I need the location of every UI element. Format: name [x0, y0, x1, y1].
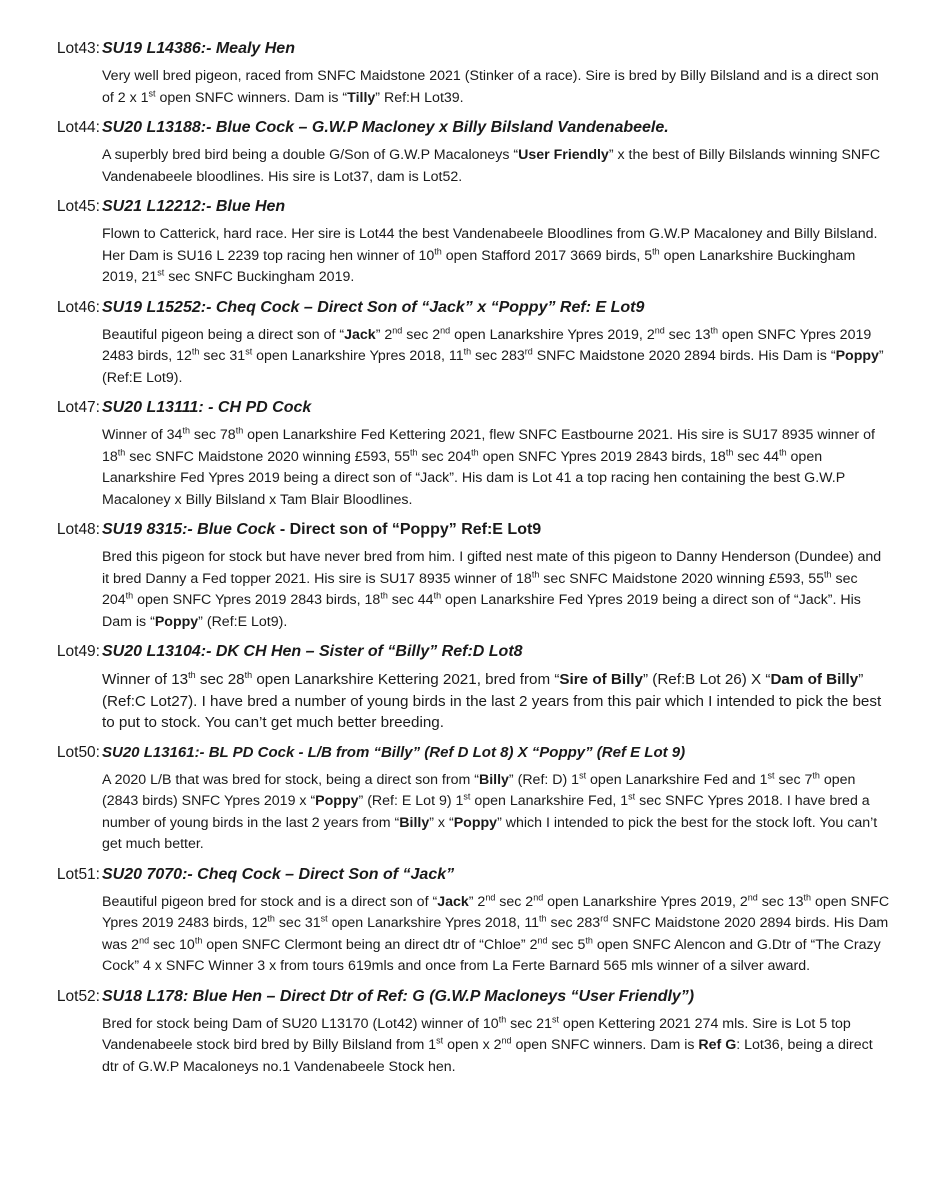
lot-entry-48: [0, 521, 926, 633]
lot-number: Lot46:: [56, 298, 100, 316]
lot-title: [100, 521, 541, 539]
lot-number: Lot44:: [56, 119, 100, 136]
lot-title: SU19 L14386:- Mealy Hen: [102, 40, 295, 57]
lot-title: SU20 L13188:- Blue Cock – G.W.P Macloney x Billy Bilsland Vandenabeele.: [102, 119, 669, 136]
lot-entry-47: [0, 399, 926, 511]
lot-entry-45: [0, 198, 926, 289]
lot-title: SU19 L15252:- Cheq Cock – Direct Son of “Jack” x “Poppy” Ref: E Lot9: [102, 298, 645, 316]
lot-entry-51: [0, 866, 926, 978]
lot-title: SU20 L13161:- BL PD Cock - L/B from “Billy” (Ref D Lot 8) X “Poppy” (Ref E Lot 9): [102, 743, 686, 761]
lot-number: Lot52:: [56, 987, 100, 1005]
lot-description: Winner of 13th sec 28th open Lanarkshire Kettering 2021, bred from “Sire of Billy” (Ref:B Lot 26) X “Dam of Billy” (Ref:C Lot27). I have bred a number of young birds in the last 2 years from this pair which I intended to pick the best to put to stock. You can’t get much better breeding.: [102, 669, 882, 731]
lot-number: Lot51:: [56, 865, 100, 883]
lot-description: Very well bred pigeon, raced from SNFC Maidstone 2021 (Stinker of a race). Sire is bred by Billy Bilsland and is a direct son of 2 x 1st open SNFC winners. Dam is “Tilly” Ref:H Lot39.: [102, 68, 879, 106]
lot-entry-50: [0, 744, 926, 856]
lot-entry-44: [0, 119, 926, 188]
lot-description: Beautiful pigeon bred for stock and is a direct son of “Jack” 2nd sec 2nd open Lanarkshire Ypres 2019, 2nd sec 13th open SNFC Ypres 2019 2483 birds, 12th sec 31st open Lanarkshire Ypres 2018, 11th sec 283rd SNFC Maidstone 2020 2894 birds. His Dam was 2nd sec 10th open SNFC Clermont being an direct dtr of “Chloe” 2nd sec 5th open SNFC Alencon and G.Dtr of “The Crazy Cock” 4 x SNFC Winner 3 x from tours 619mls and once from La Ferte Barnard 565 mls winner of a silver award.: [102, 891, 890, 974]
lot-number: Lot49:: [56, 643, 100, 660]
lot-title-extra: - Direct son of “Poppy” Ref:E Lot9: [275, 521, 542, 538]
lot-number: Lot50:: [56, 743, 100, 761]
lot-description: A superbly bred bird being a double G/Son of G.W.P Macaloneys “User Friendly” x the best of Billy Bilslands winning SNFC Vandenabeele bloodlines. His sire is Lot37, dam is Lot52.: [102, 147, 881, 185]
lot-number: Lot45:: [56, 198, 100, 215]
lot-title: SU18 L178: Blue Hen – Direct Dtr of Ref: G (G.W.P Macloneys “User Friendly”): [102, 987, 695, 1005]
lot-description: Flown to Catterick, hard race. Her sire is Lot44 the best Vandenabeele Bloodlines from G.W.P Macaloney and Billy Bilsland. Her Dam is SU16 L 2239 top racing hen winner of 10th open Stafford 2017 3669 birds, 5th open Lanarkshire Buckingham 2019, 21st sec SNFC Buckingham 2019.: [102, 226, 878, 285]
lot-description: Bred for stock being Dam of SU20 L13170 (Lot42) winner of 10th sec 21st open Kettering 2021 274 mls. Sire is Lot 5 top Vandenabeele stock bird bred by Billy Bilsland from 1st open x 2nd open SNFC winners. Dam is Ref G: Lot36, being a direct dtr of G.W.P Macaloneys no.1 Vandenabeele Stock hen.: [102, 1013, 873, 1075]
lot-title: SU21 L12212:- Blue Hen: [102, 198, 286, 215]
lot-description: A 2020 L/B that was bred for stock, being a direct son from “Billy” (Ref: D) 1st open Lanarkshire Fed and 1st sec 7th open (2843 birds) SNFC Ypres 2019 x “Poppy” (Ref: E Lot 9) 1st open Lanarkshire Fed, 1st sec SNFC Ypres 2018. I have bred a number of young birds in the last 2 years from “Billy” x “Poppy” which I intended to pick the best for the stock loft. You can’t get much better.: [102, 769, 878, 852]
lot-title: SU20 7070:- Cheq Cock – Direct Son of “Jack”: [102, 865, 455, 883]
lot-title: SU20 L13111: - CH PD Cock: [102, 399, 312, 416]
lot-title-main: SU19 8315:- Blue Cock: [102, 521, 276, 538]
lot-entry-46: [0, 299, 926, 390]
lot-title: SU20 L13104:- DK CH Hen – Sister of “Billy” Ref:D Lot8: [102, 643, 523, 660]
lot-number: Lot48:: [56, 521, 100, 538]
lot-description: Beautiful pigeon being a direct son of “Jack” 2nd sec 2nd open Lanarkshire Ypres 2019, 2nd sec 13th open SNFC Ypres 2019 2483 birds, 12th sec 31st open Lanarkshire Ypres 2018, 11th sec 283rd SNFC Maidstone 2020 2894 birds. His Dam is “Poppy” (Ref:E Lot9).: [102, 324, 884, 386]
lot-description: Winner of 34th sec 78th open Lanarkshire Fed Kettering 2021, flew SNFC Eastbourne 2021. His sire is SU17 8935 winner of 18th sec SNFC Maidstone 2020 winning £593, 55th sec 204th open SNFC Ypres 2019 2843 birds, 18th sec 44th open Lanarkshire Fed Ypres 2019 being a direct son of “Jack”. His dam is Lot 41 a top racing hen containing the best G.W.P Macaloney x Billy Bilsland x Tam Blair Bloodlines.: [102, 425, 875, 508]
lot-entry-49: [0, 643, 926, 734]
lot-entry-43: [0, 40, 926, 109]
lot-entry-52: [0, 988, 926, 1079]
lot-description: Bred this pigeon for stock but have never bred from him. I gifted nest mate of this pigeon to Danny Henderson (Dundee) and it bred Danny a Fed topper 2021. His sire is SU17 8935 winner of 18th sec SNFC Maidstone 2020 winning £593, 55th sec 204th open SNFC Ypres 2019 2843 birds, 18th sec 44th open Lanarkshire Fed Ypres 2019 being a direct son of “Jack”. His Dam is “Poppy” (Ref:E Lot9).: [102, 549, 882, 630]
lot-number: Lot43:: [56, 40, 100, 57]
lot-number: Lot47:: [56, 399, 100, 416]
